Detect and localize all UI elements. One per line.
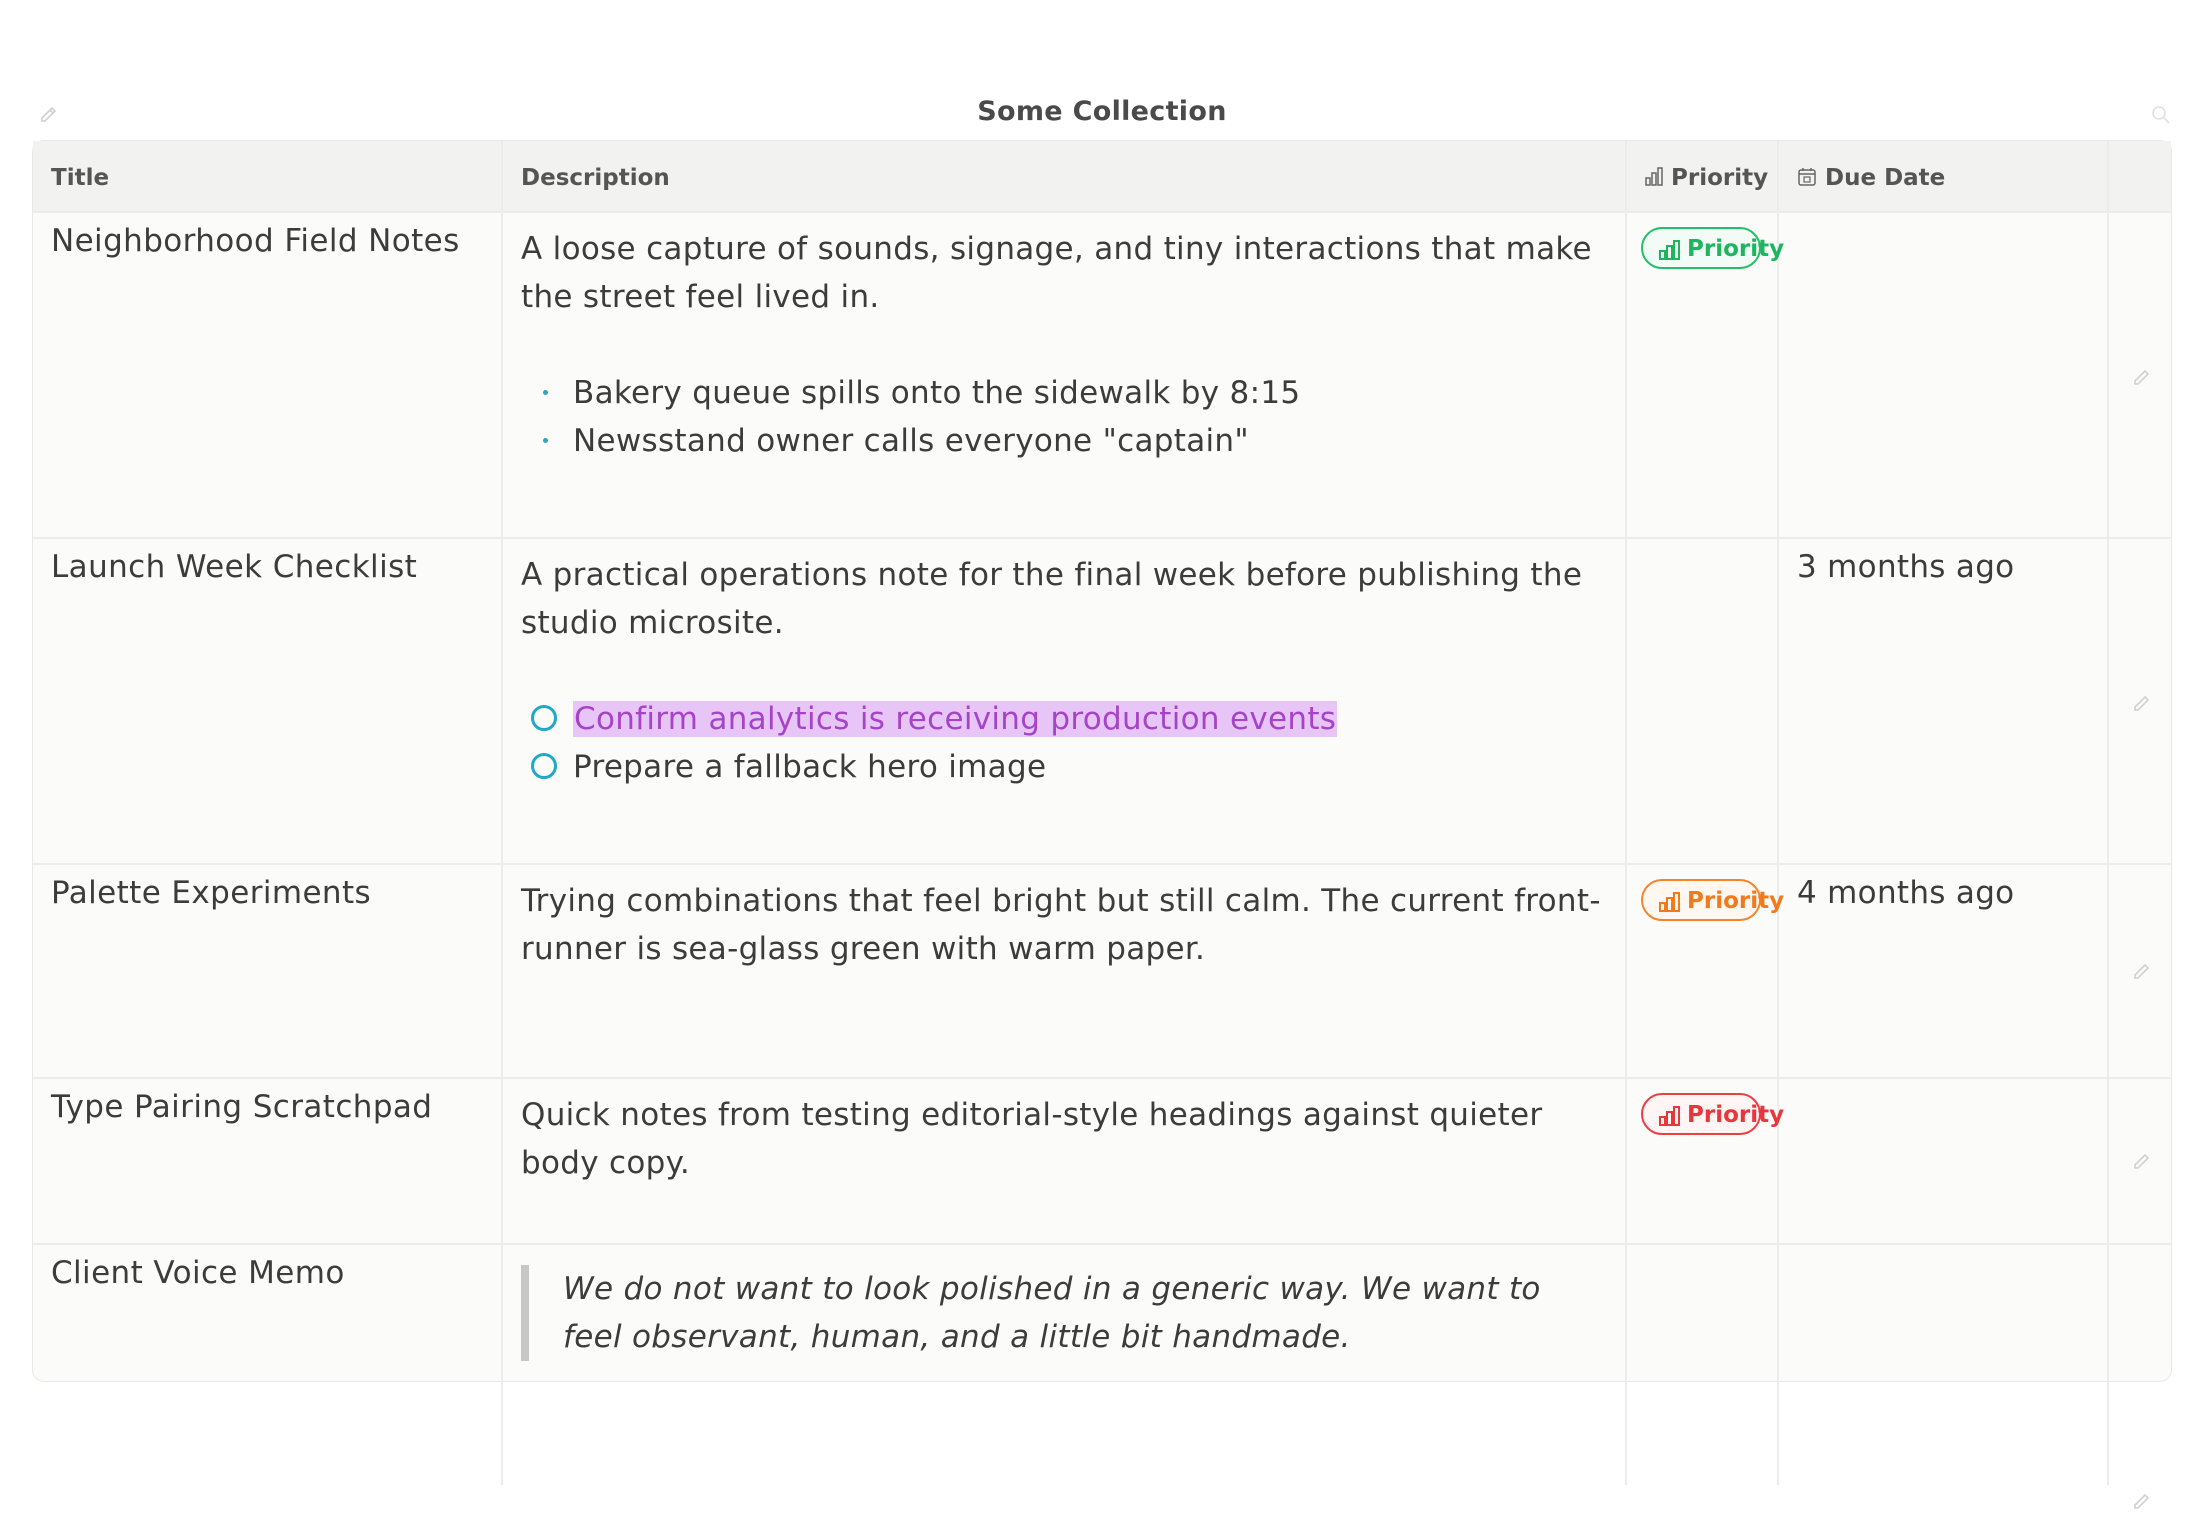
collection-table [32,140,2172,1382]
due-date-cell[interactable] [1779,865,2109,1077]
row-title: Neighborhood Field Notes [51,223,460,259]
row-description: Trying combinations that feel bright but still calm. The current front-runner is sea-glass green with warm paper. [521,883,1601,967]
blockquote: We do not want to look polished in a generic way. We want to feel observant, human, and a little bit handmade. [521,1265,1601,1361]
priority-cell[interactable] [1627,213,1785,537]
table-row[interactable] [33,1079,2171,1245]
actions-cell [2109,539,2171,863]
priority-badge[interactable]: Priority [1641,227,1761,269]
collection-header [32,96,2172,132]
actions-cell [2109,1079,2171,1243]
highlighted-text: Confirm analytics is receiving production events [574,701,1337,737]
priority-cell[interactable] [1627,865,1785,1077]
priority-badge[interactable]: Priority [1641,1093,1761,1135]
priority-badge[interactable]: Priority [1641,879,1761,921]
column-header-title[interactable]: Title [33,141,503,211]
checklist [521,695,1601,791]
due-date-value: 3 months ago [1797,549,2015,585]
title-cell[interactable] [33,213,503,537]
due-date-cell[interactable] [1779,213,2109,537]
pencil-icon[interactable] [2131,367,2153,389]
list-item: Bakery queue spills onto the sidewalk by 8:15 [521,369,1601,417]
row-description: A loose capture of sounds, signage, and tiny interactions that make the street feel lived in. [521,231,1592,315]
priority-cell[interactable] [1627,539,1779,863]
bullet-list [521,369,1601,465]
column-header-due-date[interactable]: Due Date [1779,141,2109,211]
priority-cell[interactable] [1627,1079,1785,1243]
priority-cell[interactable] [1627,1245,1779,1485]
due-date-cell[interactable] [1779,539,2109,863]
actions-cell [2109,213,2171,537]
pencil-icon[interactable] [2131,961,2153,983]
column-header-description[interactable]: Description [503,141,1627,211]
description-cell[interactable] [503,1245,1627,1485]
column-header-priority[interactable]: Priority [1627,141,1779,211]
description-cell[interactable] [503,213,1627,537]
title-cell[interactable] [33,865,503,1077]
bar-chart-icon [1659,239,1681,261]
description-cell[interactable] [503,1079,1627,1243]
table-row[interactable] [33,539,2171,865]
bar-chart-icon [1659,891,1681,913]
due-date-cell[interactable] [1779,1245,2109,1485]
bullet-icon [543,438,548,443]
calendar-icon [1797,167,1817,187]
pencil-icon[interactable] [2131,1491,2153,1513]
row-title: Type Pairing Scratchpad [51,1089,433,1125]
checklist-item [521,695,1601,743]
title-cell[interactable] [33,539,503,863]
pencil-icon[interactable] [2131,693,2153,715]
description-cell[interactable] [503,539,1627,863]
row-title: Client Voice Memo [51,1255,345,1291]
row-description: A practical operations note for the final week before publishing the studio microsite. [521,557,1583,641]
bar-chart-icon [1645,167,1663,187]
column-header-actions [2109,141,2171,211]
checkbox-circle-icon[interactable] [531,705,557,731]
bullet-icon [543,390,548,395]
checkbox-circle-icon[interactable] [531,753,557,779]
row-description: Quick notes from testing editorial-style headings against quieter body copy. [521,1097,1543,1181]
title-cell[interactable] [33,1079,503,1243]
pencil-icon[interactable] [2131,1151,2153,1173]
bar-chart-icon [1659,1105,1681,1127]
table-header [33,141,2171,213]
collection-title: Some Collection [977,96,1227,127]
due-date-value: 4 months ago [1797,875,2015,911]
list-item: Newsstand owner calls everyone "captain" [521,417,1601,465]
title-cell[interactable] [33,1245,503,1485]
row-title: Palette Experiments [51,875,372,911]
actions-cell [2109,865,2171,1077]
checklist-item: Prepare a fallback hero image [521,743,1601,791]
due-date-cell[interactable] [1779,1079,2109,1243]
description-cell[interactable] [503,865,1627,1077]
table-row[interactable] [33,1245,2171,1485]
actions-cell [2109,1245,2171,1485]
table-row[interactable] [33,865,2171,1079]
row-title: Launch Week Checklist [51,549,418,585]
table-row[interactable] [33,213,2171,539]
search-icon[interactable] [2150,104,2172,126]
